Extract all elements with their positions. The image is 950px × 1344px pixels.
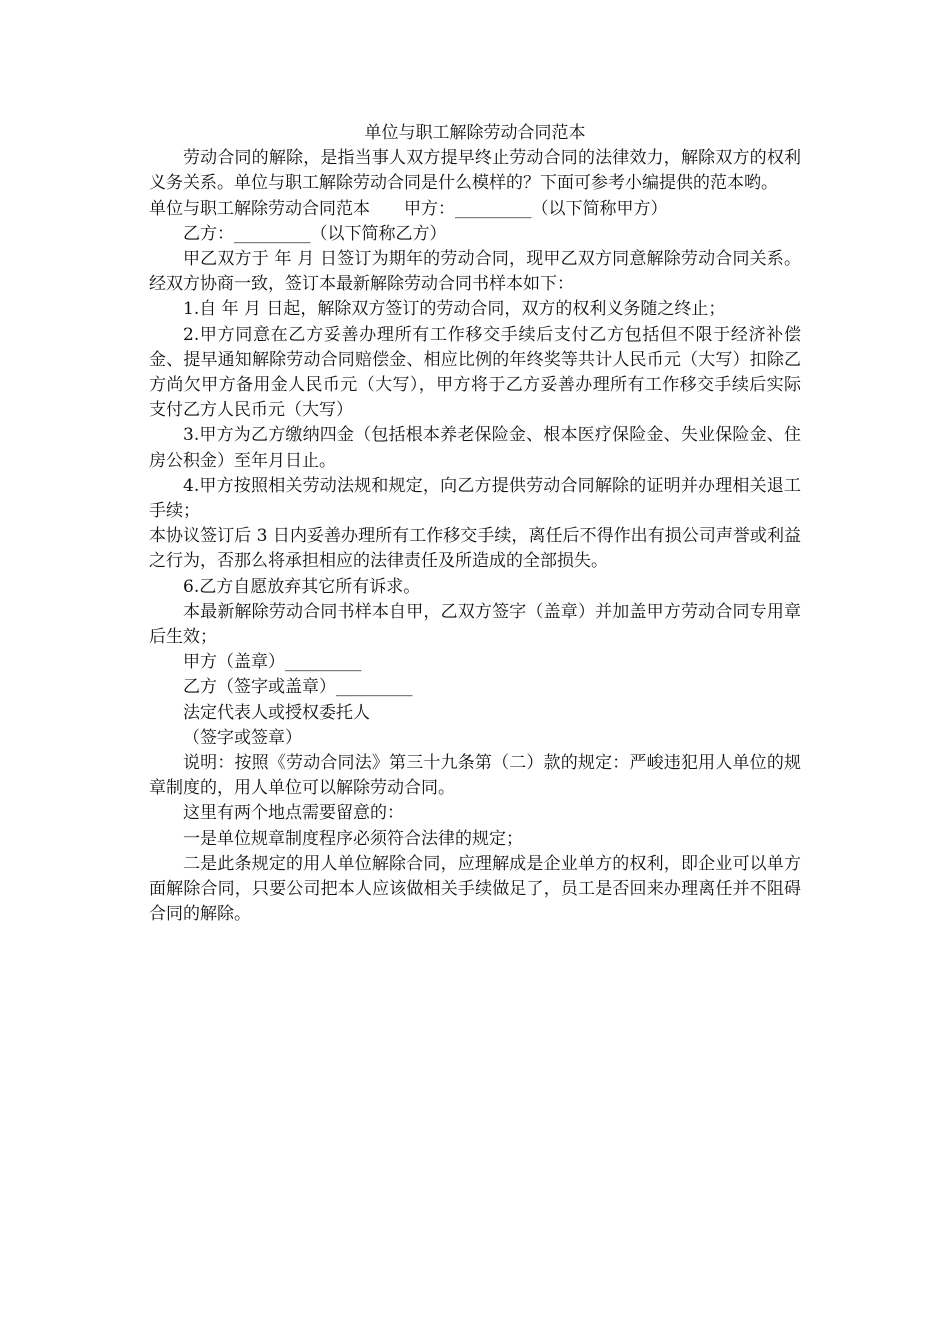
paragraph: 1.自 年 月 日起，解除双方签订的劳动合同，双方的权利义务随之终止； <box>183 299 726 320</box>
paragraph: 乙方（签字或盖章）_________ <box>183 677 413 698</box>
paragraph: 3.甲方为乙方缴纳四金（包括根本养老保险金、根本医疗保险金、失业保险金、住房公积金）至年月日止。 <box>149 425 801 471</box>
document-body <box>149 146 801 927</box>
paragraph: 本最新解除劳动合同书样本自甲，乙双方签字（盖章）并加盖甲方劳动合同专用章后生效； <box>149 601 801 648</box>
paragraph: 本协议签订后 3 日内妥善办理所有工作移交手续，离任后不得作出有损公司声誉或利益之行为，否那么将承担相应的法律责任及所造成的全部损失。 <box>149 526 801 572</box>
paragraph: 二是此条规定的用人单位解除合同，应理解成是企业单方的权利，即企业可以单方面解除合同，只要公司把本人应该做相关手续做足了，员工是否回来办理离任并不阻碍合同的解除。 <box>149 853 801 925</box>
paragraph: 乙方：_________（以下简称乙方） <box>183 223 447 244</box>
paragraph: 单位与职工解除劳动合同范本 甲方：_________（以下简称甲方） <box>149 198 668 219</box>
document-page <box>149 121 801 928</box>
paragraph: 2.甲方同意在乙方妥善办理所有工作移交手续后支付乙方包括但不限于经济补偿金、提早通知解除劳动合同赔偿金、相应比例的年终奖等共计人民币元（大写）扣除乙方尚欠甲方备用金人民币元（大写），甲方将于乙方妥善办理所有工作移交手续后实际支付乙方人民币元（大写） <box>149 324 801 421</box>
document-title: 单位与职工解除劳动合同范本 <box>364 123 586 143</box>
paragraph: 6.乙方自愿放弃其它所有诉求。 <box>183 576 421 597</box>
paragraph: 甲乙双方于 年 月 日签订为期年的劳动合同，现甲乙双方同意解除劳动合同关系。经双方协商一致，签订本最新解除劳动合同书样本如下： <box>149 249 801 295</box>
paragraph: 劳动合同的解除，是指当事人双方提早终止劳动合同的法律效力，解除双方的权利义务关系。单位与职工解除劳动合同是什么模样的？下面可参考小编提供的范本哟。 <box>149 148 801 194</box>
paragraph: 4.甲方按照相关劳动法规和规定，向乙方提供劳动合同解除的证明并办理相关退工手续； <box>149 475 801 522</box>
paragraph: 说明：按照《劳动合同法》第三十九条第（二）款的规定：严峻违犯用人单位的规章制度的，用人单位可以解除劳动合同。 <box>149 753 801 799</box>
paragraph: 法定代表人或授权委托人 <box>183 702 370 723</box>
paragraph: （签字或签章） <box>183 727 302 748</box>
paragraph: 这里有两个地点需要留意的： <box>183 803 404 824</box>
paragraph: 一是单位规章制度程序必须符合法律的规定； <box>183 828 523 849</box>
paragraph: 甲方（盖章）_________ <box>183 652 362 673</box>
